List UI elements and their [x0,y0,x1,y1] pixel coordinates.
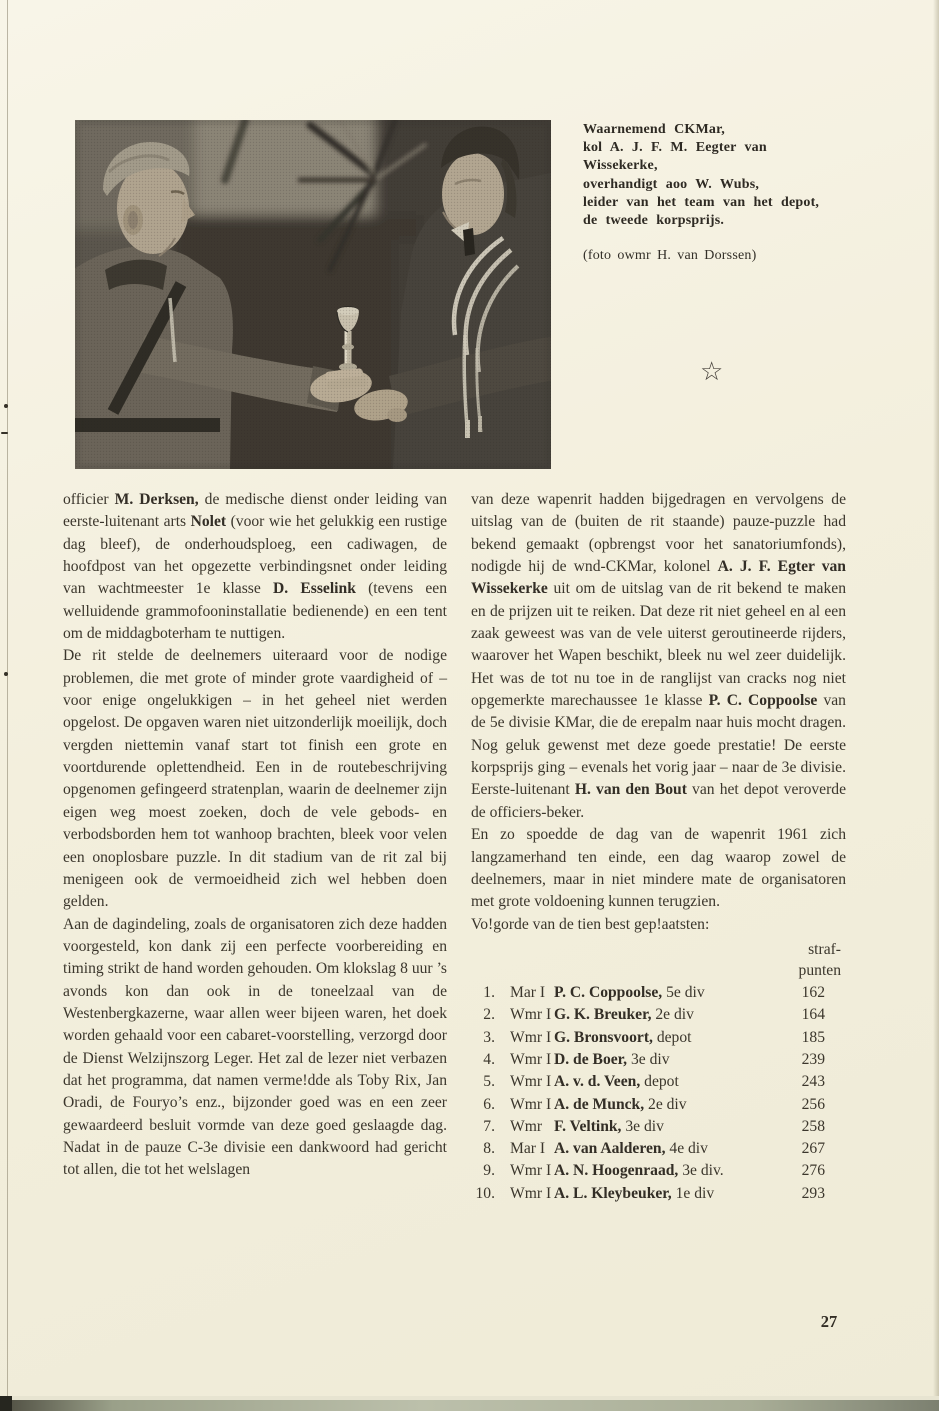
text-run: van deze wapenrit hadden bijgedragen en vervolgens de uitslag van de (buiten de rit staande) pauze-puzzle had bekend gemaakt (opbrengst voor het sanatoriumfonds), nodigde hij de wnd-CKMar, kolonel [471,491,846,576]
competitor-unit: depot [656,1028,692,1046]
star-icon: ☆ [700,357,724,386]
ranking-row [471,1071,846,1093]
rank-prefix: Wmr [510,1117,543,1135]
competitor-name: A. N. Hoogenraad, [554,1162,679,1180]
competitor-name: G. K. Breuker, [554,1006,652,1024]
rank-number: 2. [483,1006,495,1024]
scan-edge-line [7,0,8,1398]
rank-prefix: Mar I [510,984,546,1002]
ranking-row [471,1183,846,1205]
ranking-intro: Vo!gorde van de tien best gep!aatsten: [471,915,710,933]
competitor-unit: 3e div [630,1050,670,1068]
page-number: 27 [820,1312,838,1331]
rank-prefix: Wmr I [510,1028,552,1046]
award-photo-illustration [75,120,551,469]
photo-caption [583,121,855,265]
competitor-unit: 2e div [655,1006,694,1024]
scan-speck [4,404,8,408]
rank-prefix: Wmr I [510,1073,552,1091]
person-name: A. J. F. Egter van Wissekerke [471,558,846,598]
person-name: M. Derksen, [114,491,199,508]
competitor [510,1027,691,1049]
penalty-points: 164 [801,1006,825,1024]
competitor-unit: 2e div [648,1095,687,1113]
rank-number: 9. [483,1162,495,1180]
scan-speck [1,432,8,434]
rank-number: 7. [483,1117,495,1135]
competitor-name: G. Bronsvoort, [554,1028,653,1046]
ranking-row [471,1094,846,1116]
paragraph-prize-ceremony [471,489,846,824]
rank-number: 10. [475,1184,495,1202]
points-header-line: straf- [808,940,841,958]
ranking-row [471,1049,846,1071]
competitor-unit: 5e div [666,984,705,1002]
competitor-unit: 4e div [669,1140,708,1158]
competitor-unit: depot [644,1073,679,1091]
ranking-row [471,1116,846,1138]
ranking-row [471,1138,846,1160]
competitor-name: D. de Boer, [554,1050,628,1068]
penalty-points: 239 [801,1050,825,1068]
competitor [510,1094,687,1116]
caption-line: Wissekerke, [583,158,658,174]
rank-prefix: Wmr I [510,1184,552,1202]
award-photo [75,120,551,469]
competitor [510,1160,724,1182]
rank-prefix: Wmr I [510,1050,552,1068]
penalty-points: 267 [801,1140,825,1158]
text-run: de medische dienst onder leiding van eerste-luitenant arts [63,491,448,531]
left-column [63,489,447,1182]
points-header-line: punten [798,962,841,980]
competitor-name: P. C. Coppoolse, [554,984,663,1002]
competitor-name: A. de Munck, [554,1095,645,1113]
caption-line: kol A. J. F. M. Eegter van [583,140,767,156]
scan-speck [4,672,8,676]
competitor [510,982,705,1004]
penalty-points: 258 [801,1117,825,1135]
caption-line: overhandigt aoo W. Wubs, [583,176,760,192]
competitor-name: F. Veltink, [554,1117,622,1135]
text-run: uit om de uitslag van de rit bekend te maken en de prijzen uit te reiken. Dat deze rit niet geheel en al een zaak geweest was van de vele uiterst geroutineerde rijders, waarover het Wapen beschikt, bleek nu wel zeer duidelijk. Het was de tot nu toe in de ranglijst van cracks nog niet opgemerkte marechaussee 1e klasse [471,580,846,710]
penalty-points: 256 [801,1095,825,1113]
rank-number: 1. [483,984,495,1002]
competitor-name: A. L. Kleybeuker, [554,1184,672,1202]
person-name: Nolet [190,513,227,531]
ranking-row [471,1160,846,1182]
text-run: (tevens een welluidende grammofooninstallatie bedienende) en een tent om de middagboterham te nuttigen. [63,580,448,643]
text-run: van de 5e divisie KMar, die de erepalm naar huis mocht dragen. Nog geluk gewenst met deze goede prestatie! De eerste korpsprijs ging – evenals het vorig jaar – naar de 3e divisie. Eerste-luitenant [471,692,846,799]
paragraph-support-crew [63,489,447,645]
text-run: van het depot veroverde de officiers-beker. [471,781,846,821]
page-right-shadow [933,0,939,1411]
photo-credit: (foto owmr H. van Dorssen) [583,248,757,264]
rank-number: 6. [483,1095,495,1113]
penalty-points: 276 [801,1162,825,1180]
rank-number: 3. [483,1028,495,1046]
caption-line: de tweede korpsprijs. [583,213,725,229]
caption-line: leider van het team van het depot, [583,194,820,210]
competitor-name: A. van Aalderen, [554,1140,666,1158]
penalty-points: 185 [801,1028,825,1046]
paragraph-evening-cabaret: Aan de dagindeling, zoals de organisatoren zich deze hadden voorgesteld, kon dank zij een perfecte voorbereiding en timing strikt de hand worden gehouden. Om klokslag 8 uur ’s avonds kon dan ook in de toneelzaal van de Westenbergkazerne, waar allen weer bijeen waren, het doek worden gehaald voor een cabaret-voorstelling, verzorgd door de Dienst Welzijnszorg Leger. Het zal de lezer niet verbazen dat het programma, dat namen verme!dde als Toby Rix, Jan Oradi, de Fouryo’s enz., bijzonder goed was en een zeer gewaardeerd besluit vormde van deze goed geslaagde dag. Nadat in de pauze C-3e divisie een dankwoord had gericht tot allen, die tot het welslagen [63,915,447,1179]
paragraph-ride-problems: De rit stelde de deelnemers uiteraard voor de nodige problemen, die met grote of minder grote vaardigheid of – voor enige ongelukkigen – in het geheel niet werden opgelost. De opgaven waren niet uitzonderlijk moeilijk, doch vergden niettemin vanaf start tot finish een grote en voortdurende oplettendheid. Een in de routebeschrijving opgenomen gefingeerd stratenplan, waarin de deelnemer zijn eigen weg moest zoeken, doch de vele gebods- en verbodsborden hem tot wanhoop brachten, bleek voor velen een onoplosbare puzzle. In dit stadium van de rit zal bij menigeen ook de vermoeidheid zich wel hebben doen gelden. [63,647,447,911]
competitor [510,1049,670,1071]
paragraph-closing: En zo spoedde de dag van de wapenrit 1961 zich langzamerhand ten einde, een dag waarop zowel de deelnemers, maar in niet mindere mate de organisatoren met grote voldoening kunnen terugzien. [471,826,846,911]
rank-prefix: Wmr I [510,1162,552,1180]
competitor [510,1004,694,1026]
right-column [471,489,846,1205]
person-name: D. Esselink [273,580,356,598]
caption-line: Waarnemend CKMar, [583,122,725,137]
rank-prefix: Wmr I [510,1095,552,1113]
rank-number: 4. [483,1050,495,1068]
competitor-unit: 3e div. [682,1162,724,1180]
ranking-row [471,982,846,1004]
penalty-points: 293 [801,1184,825,1202]
text-run: officier [63,491,115,508]
competitor-unit: 3e div [625,1117,664,1135]
points-column-header [471,939,846,982]
competitor [510,1138,708,1160]
rank-prefix: Mar I [510,1140,546,1158]
ranking-row [471,1004,846,1026]
page-corner-shadow [0,1396,12,1411]
competitor [510,1116,664,1138]
page-bottom-shadow [0,1400,939,1411]
person-name: H. van den Bout [574,781,687,799]
rank-prefix: Wmr I [510,1006,552,1024]
ranking-table [471,939,846,1205]
competitor-unit: 1e div [675,1184,715,1202]
text-run: (voor wie het gelukkig een rustige dag bleef), de onderhoudsploeg, een cadiwagen, de hoofdpost van het opgezette verbindingsnet onder leiding van wachtmeester 1e klasse [63,513,447,598]
rank-number: 8. [483,1140,495,1158]
penalty-points: 243 [801,1073,825,1091]
penalty-points: 162 [801,984,825,1002]
ranking-row [471,1027,846,1049]
competitor-name: A. v. d. Veen, [554,1073,641,1091]
competitor [510,1183,714,1205]
person-name: P. C. Coppoolse [708,692,818,710]
competitor [510,1071,679,1093]
rank-number: 5. [483,1073,495,1091]
